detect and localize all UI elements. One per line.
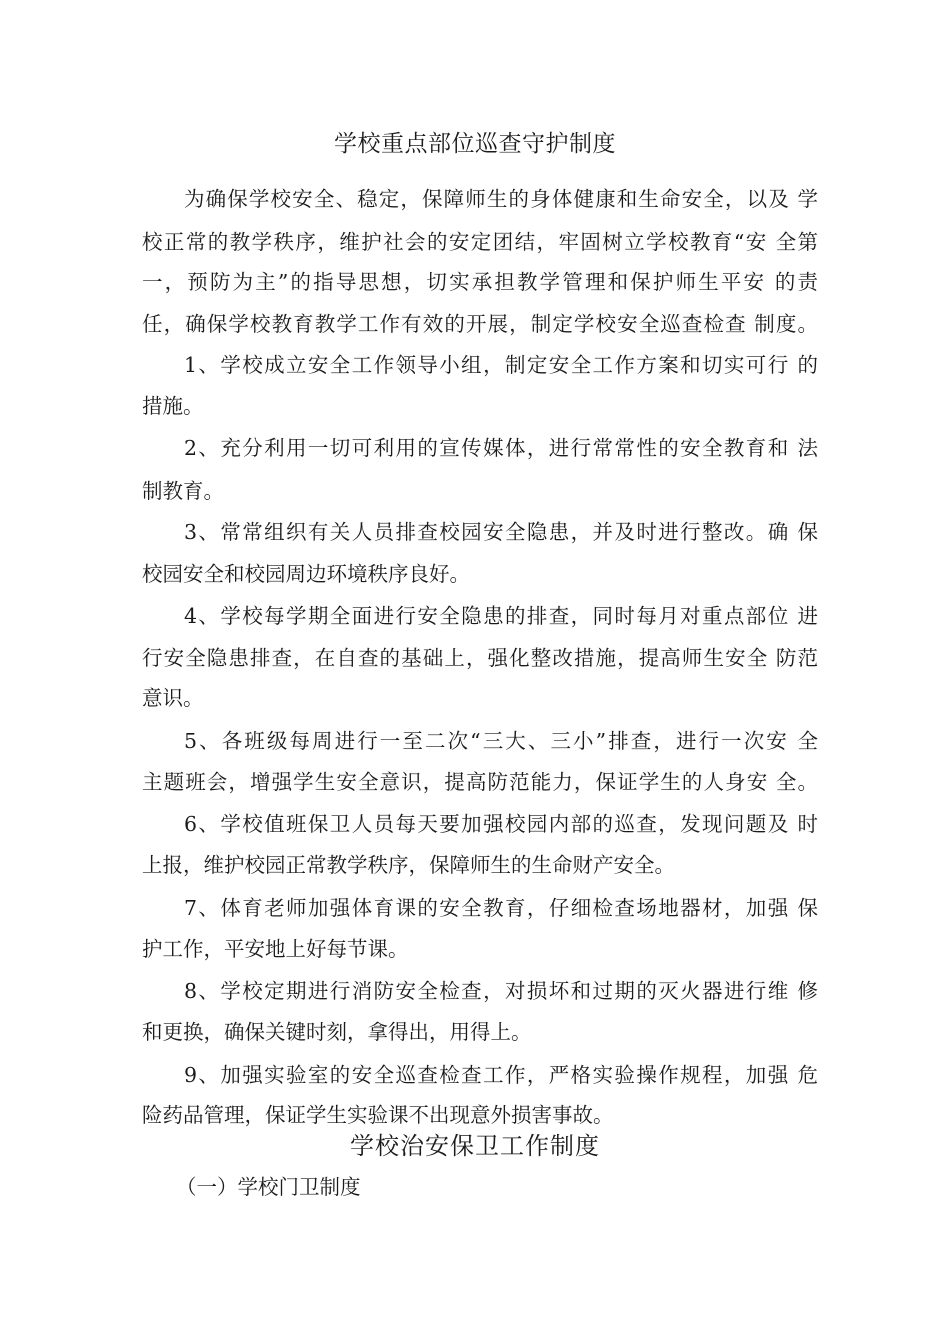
item-line: 主题班会，增强学生安全意识，提高防范能力，保证学生的人身安 全。 xyxy=(142,770,818,794)
intro-line: 校正常的教学秩序，维护社会的安定团结，牢固树立学校教育“安 全第 xyxy=(142,230,818,254)
document-title: 学校重点部位巡查守护制度 xyxy=(334,131,616,157)
intro-line: 为确保学校安全、稳定，保障师生的身体健康和生命安全，以及 学 xyxy=(184,187,818,211)
item-line: 制教育。 xyxy=(142,479,224,503)
item-line: 上报，维护校园正常教学秩序，保障师生的生命财产安全。 xyxy=(142,853,675,877)
item-line: 和更换，确保关键时刻，拿得出，用得上。 xyxy=(142,1020,532,1044)
item-line: 措施。 xyxy=(142,394,204,418)
section-title: 学校治安保卫工作制度 xyxy=(350,1132,600,1160)
item-line: 7、体育老师加强体育课的安全教育，仔细检查场地器材，加强 保 xyxy=(184,896,818,920)
item-line: 1、学校成立安全工作领导小组，制定安全工作方案和切实可行 的 xyxy=(184,353,818,377)
item-line: 8、学校定期进行消防安全检查，对损坏和过期的灭火器进行维 修 xyxy=(184,979,818,1003)
intro-line: 一，预防为主”的指导思想，切实承担教学管理和保护师生平安 的责 xyxy=(142,270,818,294)
intro-line: 任，确保学校教育教学工作有效的开展，制定学校安全巡查检查 制度。 xyxy=(142,312,818,336)
item-line: 护工作，平安地上好每节课。 xyxy=(142,937,409,961)
item-line: 2、充分利用一切可利用的宣传媒体，进行常常性的安全教育和 法 xyxy=(184,436,818,460)
item-line: 行安全隐患排查，在自查的基础上，强化整改措施，提高师生安全 防范 xyxy=(142,646,818,670)
item-line: 9、加强实验室的安全巡查检查工作，严格实验操作规程，加强 危 xyxy=(184,1063,818,1087)
item-line: 5、各班级每周进行一至二次“三大、三小”排查，进行一次安 全 xyxy=(184,729,818,753)
item-line: 3、常常组织有关人员排查校园安全隐患，并及时进行整改。确 保 xyxy=(184,520,818,544)
item-line: 校园安全和校园周边环境秩序良好。 xyxy=(142,562,470,586)
item-line: 意识。 xyxy=(142,686,204,710)
item-line: 4、学校每学期全面进行安全隐患的排查，同时每月对重点部位 进 xyxy=(184,604,818,628)
item-line: 6、学校值班保卫人员每天要加强校园内部的巡查，发现问题及 时 xyxy=(184,812,818,836)
section-subheading: （一）学校门卫制度 xyxy=(176,1175,361,1199)
item-line: 险药品管理，保证学生实验课不出现意外损害事故。 xyxy=(142,1103,614,1127)
